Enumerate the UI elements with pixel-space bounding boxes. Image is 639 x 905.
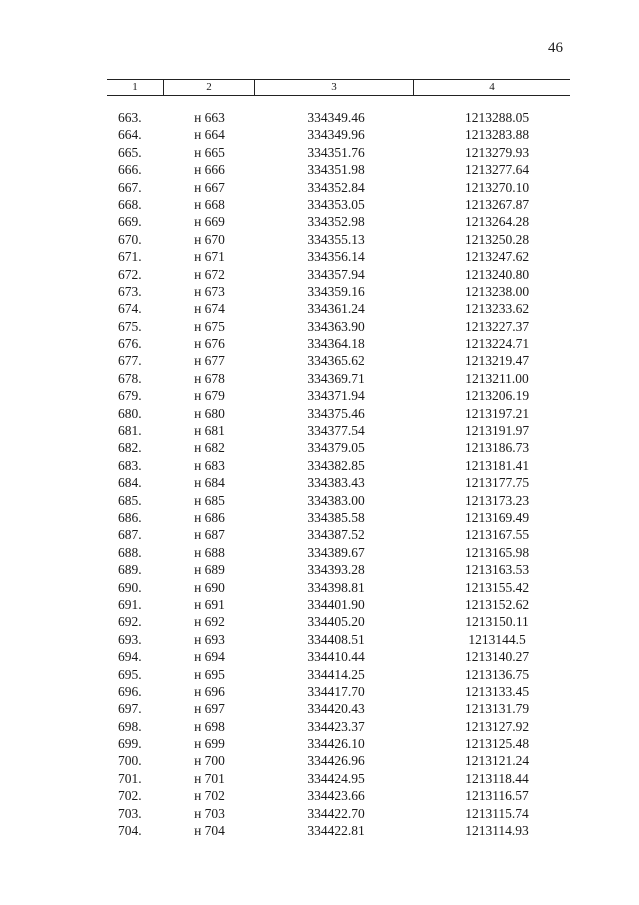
coordinate-x: 334383.43	[307, 475, 365, 491]
table-row	[0, 752, 639, 769]
table-row	[0, 387, 639, 404]
row-number: 676.	[118, 336, 142, 352]
coordinate-x: 334351.98	[307, 162, 365, 178]
row-number: 684.	[118, 475, 142, 491]
coordinate-x: 334375.46	[307, 405, 365, 421]
coordinate-x: 334389.67	[307, 544, 365, 560]
coordinate-x: 334377.54	[307, 423, 365, 439]
table-row	[0, 613, 639, 630]
coordinate-y: 1213177.75	[464, 475, 530, 491]
row-number: 664.	[118, 127, 142, 143]
point-name: н 697	[194, 701, 225, 717]
coordinate-y: 1213181.41	[464, 457, 530, 473]
coordinate-x: 334352.84	[307, 179, 365, 195]
point-name: н 704	[194, 823, 225, 839]
row-number: 698.	[118, 718, 142, 734]
point-name: н 669	[194, 214, 225, 230]
table-row	[0, 648, 639, 665]
point-name: н 699	[194, 736, 225, 752]
coordinate-y: 1213121.24	[464, 753, 530, 769]
row-number: 670.	[118, 231, 142, 247]
coordinate-y: 1213211.00	[465, 370, 529, 386]
coordinate-x: 334385.58	[307, 509, 365, 525]
coordinate-x: 334351.76	[307, 144, 365, 160]
coordinate-x: 334401.90	[307, 596, 365, 612]
row-number: 702.	[118, 788, 142, 804]
row-number: 675.	[118, 318, 142, 334]
point-name: н 674	[194, 301, 225, 317]
row-number: 683.	[118, 457, 142, 473]
table-row	[0, 492, 639, 509]
coordinate-y: 1213150.11	[465, 614, 529, 630]
point-name: н 667	[194, 179, 225, 195]
row-number: 680.	[118, 405, 142, 421]
coordinate-y: 1213240.80	[464, 266, 530, 282]
table-row	[0, 718, 639, 735]
table-row	[0, 144, 639, 161]
coordinate-x: 334405.20	[307, 614, 365, 630]
coordinate-x: 334422.81	[307, 823, 365, 839]
coordinate-x: 334426.96	[307, 753, 365, 769]
coordinate-y: 1213267.87	[464, 196, 530, 212]
coordinate-y: 1213165.98	[464, 544, 530, 560]
point-name: н 677	[194, 353, 225, 369]
row-number: 699.	[118, 736, 142, 752]
row-number: 686.	[118, 509, 142, 525]
coordinate-x: 334359.16	[307, 283, 365, 299]
point-name: н 672	[194, 266, 225, 282]
table-row	[0, 526, 639, 543]
row-number: 666.	[118, 162, 142, 178]
coordinate-y: 1213191.97	[464, 423, 530, 439]
coordinate-y: 1213133.45	[464, 683, 530, 699]
table-row	[0, 805, 639, 822]
coordinate-y: 1213167.55	[464, 527, 530, 543]
coordinate-x: 334357.94	[307, 266, 365, 282]
coordinate-y: 1213224.71	[464, 336, 530, 352]
coordinate-y: 1213219.47	[464, 353, 530, 369]
table-row	[0, 700, 639, 717]
point-name: н 690	[194, 579, 225, 595]
table-body	[0, 109, 639, 839]
point-name: н 680	[194, 405, 225, 421]
row-number: 691.	[118, 596, 142, 612]
table-row	[0, 318, 639, 335]
coordinate-x: 334365.62	[307, 353, 365, 369]
row-number: 673.	[118, 283, 142, 299]
table-row	[0, 248, 639, 265]
coordinate-x: 334349.46	[307, 110, 365, 125]
point-name: н 702	[194, 788, 225, 804]
point-name: н 685	[194, 492, 225, 508]
row-number: 682.	[118, 440, 142, 456]
row-number: 674.	[118, 301, 142, 317]
table-row	[0, 422, 639, 439]
table-row	[0, 457, 639, 474]
point-name: н 683	[194, 457, 225, 473]
coordinate-x: 334353.05	[307, 196, 365, 212]
row-number: 703.	[118, 805, 142, 821]
coordinate-x: 334414.25	[307, 666, 365, 682]
coordinate-x: 334369.71	[307, 370, 365, 386]
point-name: н 687	[194, 527, 225, 543]
row-number: 677.	[118, 353, 142, 369]
coordinate-y: 1213227.37	[464, 318, 530, 334]
point-name: н 673	[194, 283, 225, 299]
header-col-3: 3	[331, 81, 337, 93]
table-row	[0, 579, 639, 596]
header-col-2: 2	[206, 81, 212, 93]
table-row	[0, 161, 639, 178]
table-row	[0, 683, 639, 700]
point-name: н 678	[194, 370, 225, 386]
row-number: 681.	[118, 423, 142, 439]
table-row	[0, 474, 639, 491]
point-name: н 665	[194, 144, 225, 160]
row-number: 700.	[118, 753, 142, 769]
table-row	[0, 561, 639, 578]
table-row	[0, 300, 639, 317]
header-col-4: 4	[489, 81, 495, 93]
table-row	[0, 631, 639, 648]
row-number: 669.	[118, 214, 142, 230]
table-row	[0, 126, 639, 143]
table-row	[0, 370, 639, 387]
point-name: н 689	[194, 562, 225, 578]
coordinate-y: 1213144.5	[468, 631, 526, 647]
coordinate-x: 334383.00	[307, 492, 365, 508]
table-row	[0, 596, 639, 613]
table-row	[0, 109, 639, 126]
coordinate-x: 334364.18	[307, 336, 365, 352]
point-name: н 684	[194, 475, 225, 491]
point-name: н 703	[194, 805, 225, 821]
row-number: 663.	[118, 110, 142, 125]
point-name: н 682	[194, 440, 225, 456]
header-col-1: 1	[132, 81, 138, 93]
coordinate-y: 1213206.19	[464, 388, 530, 404]
coordinate-y: 1213186.73	[464, 440, 530, 456]
coordinate-x: 334420.43	[307, 701, 365, 717]
table-row	[0, 405, 639, 422]
coordinate-y: 1213118.44	[465, 770, 529, 786]
point-name: н 676	[194, 336, 225, 352]
row-number: 688.	[118, 544, 142, 560]
coordinate-x: 334426.10	[307, 736, 365, 752]
point-name: н 671	[194, 249, 225, 265]
point-name: н 681	[194, 423, 225, 439]
coordinate-y: 1213283.88	[464, 127, 530, 143]
coordinate-y: 1213279.93	[464, 144, 530, 160]
point-name: н 686	[194, 509, 225, 525]
coordinate-y: 1213288.05	[464, 110, 530, 125]
coordinate-y: 1213127.92	[464, 718, 530, 734]
coordinate-y: 1213233.62	[464, 301, 530, 317]
page-number: 46	[548, 40, 563, 56]
point-name: н 700	[194, 753, 225, 769]
point-name: н 694	[194, 649, 225, 665]
coordinate-y: 1213114.93	[465, 823, 529, 839]
row-number: 693.	[118, 631, 142, 647]
row-number: 687.	[118, 527, 142, 543]
coordinate-x: 334424.95	[307, 770, 365, 786]
coordinate-y: 1213197.21	[464, 405, 530, 421]
coordinate-y: 1213152.62	[464, 596, 530, 612]
coordinate-x: 334363.90	[307, 318, 365, 334]
table-row	[0, 822, 639, 839]
coordinate-x: 334422.70	[307, 805, 365, 821]
coordinate-y: 1213264.28	[464, 214, 530, 230]
row-number: 665.	[118, 144, 142, 160]
point-name: н 698	[194, 718, 225, 734]
coordinate-y: 1213136.75	[464, 666, 530, 682]
coordinate-x: 334371.94	[307, 388, 365, 404]
coordinate-x: 334361.24	[307, 301, 365, 317]
coordinate-y: 1213140.27	[464, 649, 530, 665]
point-name: н 691	[194, 596, 225, 612]
coordinate-y: 1213238.00	[464, 283, 530, 299]
row-number: 678.	[118, 370, 142, 386]
point-name: н 679	[194, 388, 225, 404]
table-row	[0, 439, 639, 456]
row-number: 696.	[118, 683, 142, 699]
point-name: н 664	[194, 127, 225, 143]
coordinate-y: 1213173.23	[464, 492, 530, 508]
table-row	[0, 735, 639, 752]
table-row	[0, 179, 639, 196]
coordinate-y: 1213277.64	[464, 162, 530, 178]
table-row	[0, 544, 639, 561]
row-number: 695.	[118, 666, 142, 682]
row-number: 689.	[118, 562, 142, 578]
row-number: 679.	[118, 388, 142, 404]
table-row	[0, 335, 639, 352]
coordinate-y: 1213125.48	[464, 736, 530, 752]
coordinate-y: 1213270.10	[464, 179, 530, 195]
coordinate-y: 1213163.53	[464, 562, 530, 578]
row-number: 701.	[118, 770, 142, 786]
coordinate-x: 334398.81	[307, 579, 365, 595]
table-row	[0, 509, 639, 526]
point-name: н 675	[194, 318, 225, 334]
coordinate-x: 334393.28	[307, 562, 365, 578]
table-row	[0, 770, 639, 787]
table-row	[0, 266, 639, 283]
row-number: 668.	[118, 196, 142, 212]
row-number: 685.	[118, 492, 142, 508]
coordinate-x: 334387.52	[307, 527, 365, 543]
coordinate-x: 334349.96	[307, 127, 365, 143]
row-number: 667.	[118, 179, 142, 195]
coordinate-x: 334352.98	[307, 214, 365, 230]
coordinate-x: 334423.37	[307, 718, 365, 734]
coordinate-x: 334408.51	[307, 631, 365, 647]
point-name: н 666	[194, 162, 225, 178]
coordinate-y: 1213115.74	[465, 805, 529, 821]
coordinate-x: 334417.70	[307, 683, 365, 699]
table-row	[0, 213, 639, 230]
point-name: н 668	[194, 196, 225, 212]
coordinate-y: 1213169.49	[464, 509, 530, 525]
point-name: н 696	[194, 683, 225, 699]
table-row	[0, 666, 639, 683]
table-row	[0, 787, 639, 804]
row-number: 697.	[118, 701, 142, 717]
point-name: н 663	[194, 110, 225, 125]
point-name: н 688	[194, 544, 225, 560]
point-name: н 670	[194, 231, 225, 247]
coordinate-x: 334379.05	[307, 440, 365, 456]
table-row	[0, 352, 639, 369]
table-header	[107, 79, 570, 96]
table-row	[0, 231, 639, 248]
coordinate-y: 1213116.57	[465, 788, 529, 804]
table-row	[0, 283, 639, 300]
row-number: 692.	[118, 614, 142, 630]
point-name: н 693	[194, 631, 225, 647]
table-row	[0, 196, 639, 213]
point-name: н 692	[194, 614, 225, 630]
coordinate-x: 334410.44	[307, 649, 365, 665]
row-number: 690.	[118, 579, 142, 595]
row-number: 704.	[118, 823, 142, 839]
coordinate-y: 1213250.28	[464, 231, 530, 247]
coordinate-x: 334356.14	[307, 249, 365, 265]
point-name: н 695	[194, 666, 225, 682]
row-number: 672.	[118, 266, 142, 282]
coordinate-x: 334382.85	[307, 457, 365, 473]
point-name: н 701	[194, 770, 225, 786]
coordinate-x: 334355.13	[307, 231, 365, 247]
coordinate-y: 1213131.79	[464, 701, 530, 717]
coordinate-y: 1213247.62	[464, 249, 530, 265]
coordinate-x: 334423.66	[307, 788, 365, 804]
row-number: 694.	[118, 649, 142, 665]
row-number: 671.	[118, 249, 142, 265]
coordinate-y: 1213155.42	[464, 579, 530, 595]
